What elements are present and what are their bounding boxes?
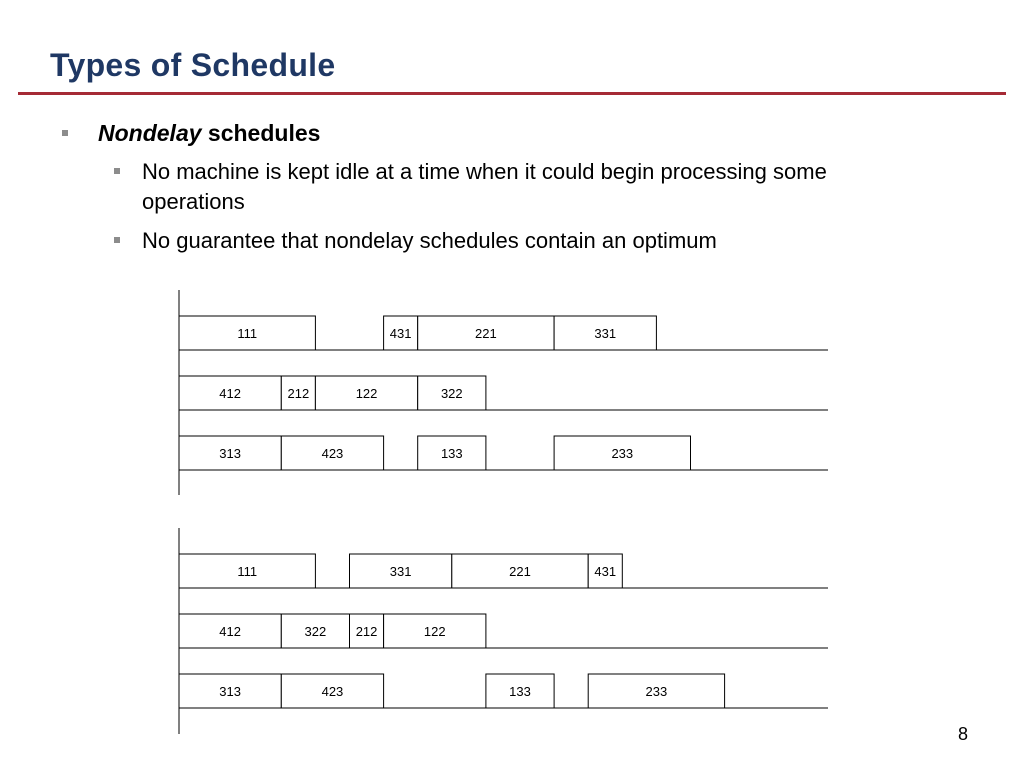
sub-bullet-no-guarantee: No guarantee that nondelay schedules contain an optimum xyxy=(142,228,717,253)
operation-label: 212 xyxy=(355,624,378,639)
operation-label: 221 xyxy=(475,326,497,341)
operation-label: 412 xyxy=(219,386,242,401)
operation-label: 313 xyxy=(219,446,242,461)
sub-bullet-no-idle-line2: operations xyxy=(142,189,245,214)
operation-label: 122 xyxy=(423,624,446,639)
bullet-emphasis: Nondelay xyxy=(98,120,202,146)
bullet-rest: schedules xyxy=(201,120,321,146)
operation-label: 322 xyxy=(440,386,463,401)
operation-label: 233 xyxy=(611,446,634,461)
page-number: 8 xyxy=(957,724,968,744)
operation-label: 133 xyxy=(509,684,531,699)
slide-title: Types of Schedule xyxy=(50,47,336,83)
gantt-diagram-top xyxy=(179,290,828,495)
operation-label: 133 xyxy=(440,446,463,461)
operation-label: 111 xyxy=(237,326,258,341)
operation-label: 423 xyxy=(321,684,344,699)
operation-label: 331 xyxy=(389,564,412,579)
gantt-diagram-bottom xyxy=(179,528,828,734)
operation-label: 431 xyxy=(594,564,617,579)
operation-label: 233 xyxy=(645,684,668,699)
operation-label: 212 xyxy=(287,386,310,401)
operation-label: 322 xyxy=(304,624,327,639)
operation-label: 111 xyxy=(237,564,258,579)
operation-label: 331 xyxy=(594,326,617,341)
sub-bullet-no-idle-line1: No machine is kept idle at a time when it could begin processing some xyxy=(142,159,827,184)
operation-label: 412 xyxy=(219,624,242,639)
operation-label: 313 xyxy=(219,684,242,699)
operation-label: 423 xyxy=(321,446,344,461)
operation-label: 221 xyxy=(509,564,531,579)
operation-label: 431 xyxy=(389,326,412,341)
operation-label: 122 xyxy=(355,386,378,401)
